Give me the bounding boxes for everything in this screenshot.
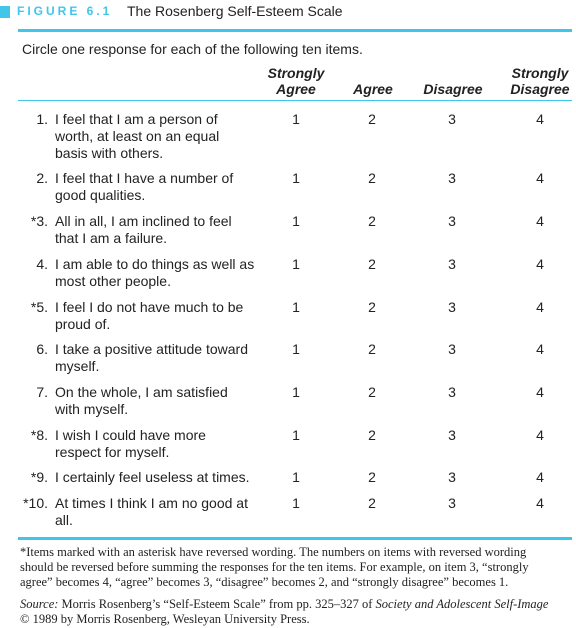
column-header-strongly-agree: [262, 65, 330, 97]
response-disagree[interactable]: 3: [448, 384, 456, 400]
item-number: 2.: [36, 170, 48, 186]
item-statement-line: I feel that I am a person of: [55, 111, 218, 127]
item-number: *3.: [30, 213, 48, 229]
response-disagree[interactable]: 3: [448, 469, 456, 485]
column-header-strongly-disagree: [505, 65, 575, 97]
footnote-line: agree” becomes 4, “agree” becomes 3, “disagree” becomes 2, and “strongly disagree” becomes 1.: [20, 575, 509, 589]
item-statement-line: I take a positive attitude toward: [55, 341, 248, 357]
response-agree[interactable]: 2: [368, 469, 376, 485]
item-statement-line: all.: [55, 512, 73, 528]
item-statement: [55, 213, 255, 247]
item-statement-line: I am able to do things as well as: [55, 256, 255, 272]
source-book-title: Society and Adolescent Self-Image: [375, 597, 549, 611]
item-statement: [55, 427, 255, 461]
item-number: *10.: [23, 495, 48, 511]
item-statement-line: that I am a failure.: [55, 230, 168, 246]
response-agree[interactable]: 2: [368, 341, 376, 357]
response-strongly-disagree[interactable]: 4: [536, 469, 544, 485]
bottom-rule: [18, 537, 572, 540]
item-statement-line: At times I think I am no good at: [55, 495, 248, 511]
response-disagree[interactable]: 3: [448, 341, 456, 357]
response-agree[interactable]: 2: [368, 299, 376, 315]
column-header-line: Agree: [276, 81, 316, 97]
response-agree[interactable]: 2: [368, 384, 376, 400]
response-disagree[interactable]: 3: [448, 299, 456, 315]
column-header-line: Strongly: [267, 65, 325, 81]
column-header-line: Strongly: [511, 65, 569, 81]
response-strongly-agree[interactable]: 1: [292, 495, 300, 511]
source-label: Source:: [20, 597, 59, 611]
response-strongly-disagree[interactable]: 4: [536, 111, 544, 127]
response-disagree[interactable]: 3: [448, 427, 456, 443]
response-strongly-agree[interactable]: 1: [292, 469, 300, 485]
column-header-line: Disagree: [510, 81, 570, 97]
response-strongly-agree[interactable]: 1: [292, 299, 300, 315]
item-number: 7.: [36, 384, 48, 400]
source-citation: [20, 597, 572, 627]
item-statement-line: I feel I do not have much to be: [55, 299, 244, 315]
response-disagree[interactable]: 3: [448, 495, 456, 511]
source-text: Morris Rosenberg’s “Self-Esteem Scale” from pp. 325–327 of: [58, 597, 376, 611]
footnote: [20, 545, 572, 590]
item-statement: [55, 341, 255, 375]
source-line-1: [20, 597, 572, 612]
response-strongly-agree[interactable]: 1: [292, 341, 300, 357]
response-strongly-disagree[interactable]: 4: [536, 213, 544, 229]
response-agree[interactable]: 2: [368, 256, 376, 272]
item-statement: [55, 256, 255, 290]
item-statement-line: All in all, I am inclined to feel: [55, 213, 232, 229]
top-rule: [18, 29, 572, 32]
item-statement: [55, 299, 255, 333]
response-strongly-disagree[interactable]: 4: [536, 427, 544, 443]
response-strongly-disagree[interactable]: 4: [536, 341, 544, 357]
item-number: 6.: [36, 341, 48, 357]
item-number: *5.: [30, 299, 48, 315]
response-strongly-disagree[interactable]: 4: [536, 495, 544, 511]
footnote-line: *Items marked with an asterisk have reversed wording. The numbers on items with reversed wording: [20, 545, 527, 559]
response-disagree[interactable]: 3: [448, 213, 456, 229]
response-strongly-agree[interactable]: 1: [292, 213, 300, 229]
instructions: Circle one response for each of the following ten items.: [22, 41, 363, 57]
item-statement: [55, 469, 255, 486]
item-number: *8.: [30, 427, 48, 443]
item-number: 4.: [36, 256, 48, 272]
source-line-2: © 1989 by Morris Rosenberg, Wesleyan University Press.: [20, 612, 310, 626]
item-statement-line: with myself.: [55, 401, 129, 417]
figure-title: The Rosenberg Self-Esteem Scale: [127, 3, 343, 19]
item-statement-line: basis with others.: [55, 145, 164, 161]
column-header-agree: Agree: [353, 81, 393, 97]
response-agree[interactable]: 2: [368, 427, 376, 443]
item-number: *9.: [30, 469, 48, 485]
response-disagree[interactable]: 3: [448, 256, 456, 272]
item-statement-line: I certainly feel useless at times.: [55, 469, 250, 485]
item-number: 1.: [36, 111, 48, 127]
item-statement-line: worth, at least on an equal: [55, 128, 220, 144]
item-statement: [55, 384, 255, 418]
item-statement: [55, 495, 255, 529]
footnote-line: should be reversed before summing the responses for the ten items. For example, on item 3, “strongly: [20, 560, 529, 574]
response-disagree[interactable]: 3: [448, 170, 456, 186]
item-statement: [55, 111, 255, 162]
header-rule: [18, 100, 572, 101]
response-strongly-agree[interactable]: 1: [292, 256, 300, 272]
figure-header: [0, 3, 576, 21]
item-statement-line: I wish I could have more: [55, 427, 206, 443]
response-strongly-disagree[interactable]: 4: [536, 299, 544, 315]
response-agree[interactable]: 2: [368, 170, 376, 186]
item-statement-line: On the whole, I am satisfied: [55, 384, 228, 400]
response-agree[interactable]: 2: [368, 111, 376, 127]
item-statement: [55, 170, 255, 204]
item-statement-line: respect for myself.: [55, 444, 170, 460]
response-strongly-agree[interactable]: 1: [292, 427, 300, 443]
response-strongly-agree[interactable]: 1: [292, 170, 300, 186]
item-statement-line: proud of.: [55, 316, 111, 332]
item-statement-line: I feel that I have a number of: [55, 170, 234, 186]
response-strongly-agree[interactable]: 1: [292, 111, 300, 127]
item-statement-line: good qualities.: [55, 187, 146, 203]
response-strongly-disagree[interactable]: 4: [536, 256, 544, 272]
item-statement-line: most other people.: [55, 273, 171, 289]
response-strongly-disagree[interactable]: 4: [536, 384, 544, 400]
column-header-disagree: Disagree: [423, 81, 483, 97]
figure-label: FIGURE 6.1: [17, 4, 113, 18]
response-strongly-agree[interactable]: 1: [292, 384, 300, 400]
response-strongly-disagree[interactable]: 4: [536, 170, 544, 186]
item-statement-line: myself.: [55, 358, 100, 374]
response-agree[interactable]: 2: [368, 495, 376, 511]
response-disagree[interactable]: 3: [448, 111, 456, 127]
response-agree[interactable]: 2: [368, 213, 376, 229]
figure-accent-bar: [0, 6, 10, 18]
